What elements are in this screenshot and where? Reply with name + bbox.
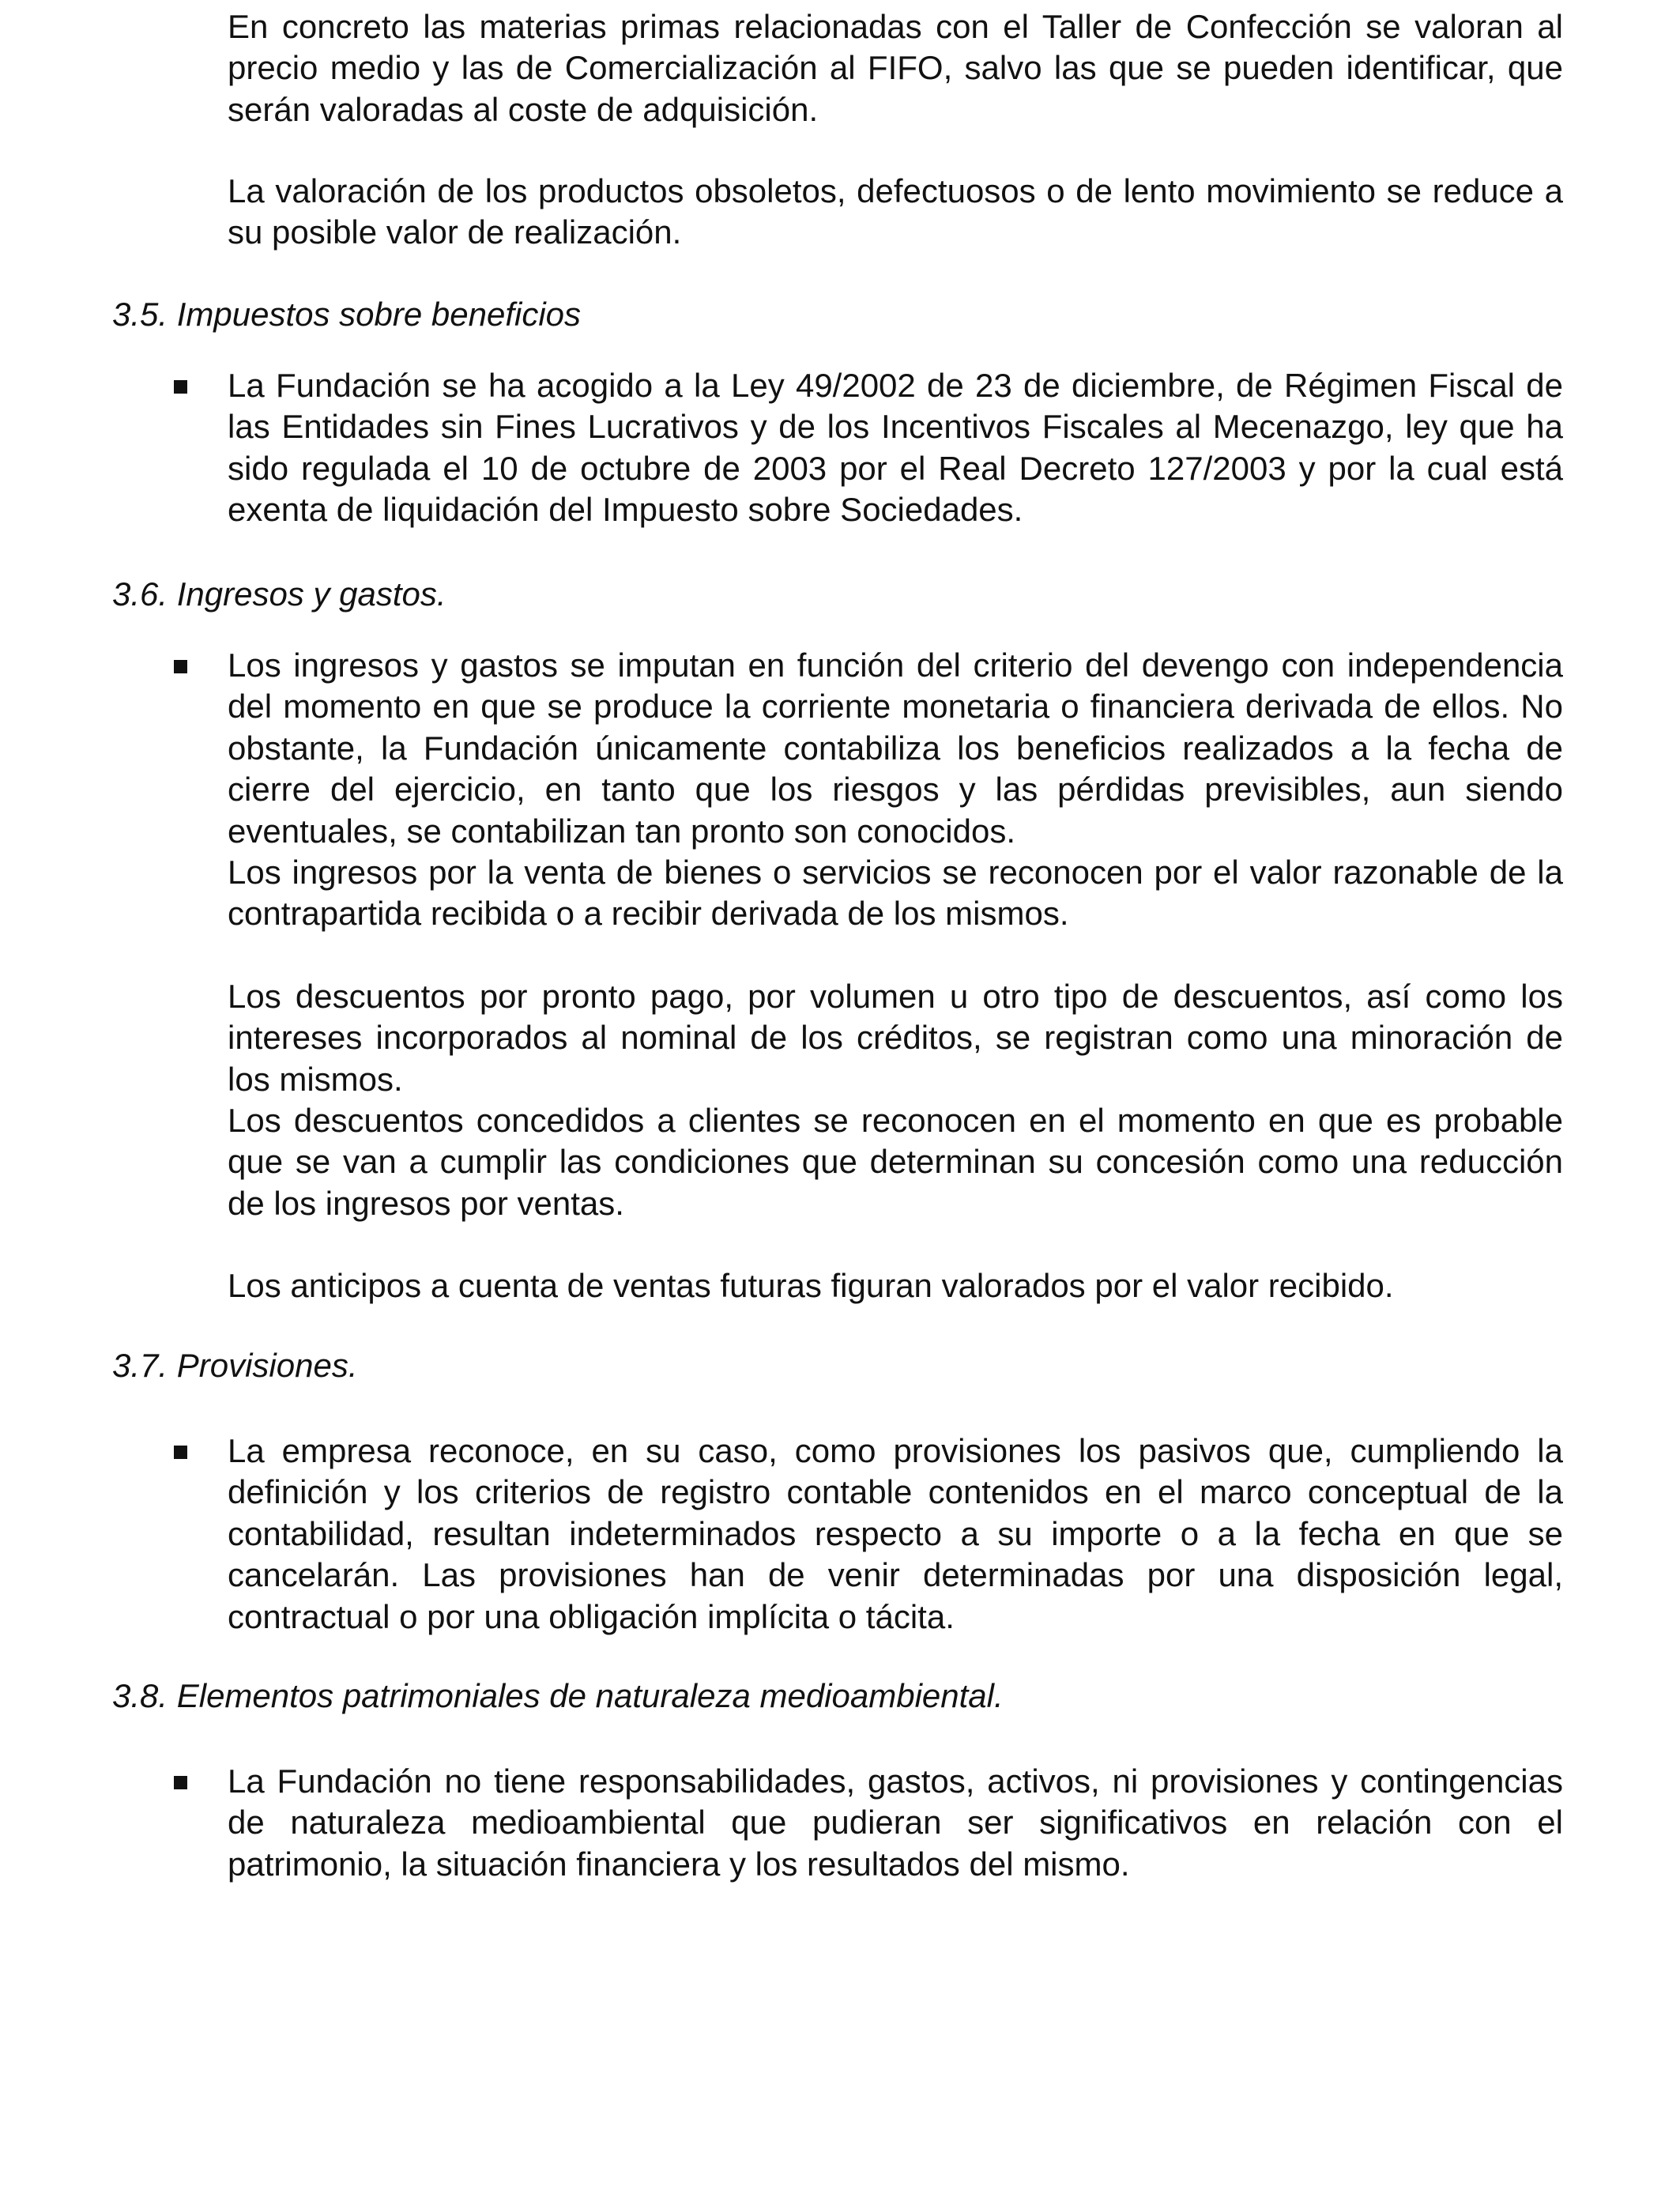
section-3-8-paragraph: La Fundación no tiene responsabilidades, gastos, activos, ni provisiones y contingencias de naturaleza medioambiental que pudieran ser significativos en relación con el patrimonio, la situación financiera y los resultados del mismo. bbox=[228, 1762, 1563, 1883]
bullet-icon bbox=[174, 1776, 187, 1789]
bullet-icon bbox=[174, 380, 187, 394]
section-heading-3-5: 3.5. Impuestos sobre beneficios bbox=[112, 296, 582, 333]
intro-paragraph-2: La valoración de los productos obsoletos, defectuosos o de lento movimiento se reduce a su posible valor de realización. bbox=[228, 172, 1563, 251]
section-3-6-paragraph-2: Los ingresos por la venta de bienes o servicios se reconocen por el valor razonable de la contrapartida recibida o a recibir derivada de los mismos. bbox=[228, 854, 1563, 933]
bullet-icon bbox=[174, 660, 187, 673]
section-3-6-paragraph-1: Los ingresos y gastos se imputan en función del criterio del devengo con independencia del momento en que se produce la corriente monetaria o financiera derivada de ellos. No obstante, la Fundación únicamente contabiliza los beneficios realizados a la fecha de cierre del ejercicio, en tanto que los riesgos y las pérdidas previsibles, aun siendo eventuales, se contabilizan tan pronto son conocidos. bbox=[228, 647, 1563, 850]
section-3-7-paragraph: La empresa reconoce, en su caso, como provisiones los pasivos que, cumpliendo la definición y los criterios de registro contable contenidos en el marco conceptual de la contabilidad, resultan indeterminados respecto a su importe o a la fecha en que se cancelarán. Las provisiones han de venir determinadas por una disposición legal, contractual o por una obligación implícita o tácita. bbox=[228, 1432, 1563, 1635]
bullet-icon bbox=[174, 1446, 187, 1459]
intro-paragraph-1: En concreto las materias primas relacionadas con el Taller de Confección se valoran al precio medio y las de Comercialización al FIFO, salvo las que se pueden identificar, que serán valoradas al coste de adquisición. bbox=[228, 8, 1563, 128]
section-3-6-body bbox=[228, 645, 1563, 1307]
section-3-6-paragraph-3: Los descuentos por pronto pago, por volumen u otro tipo de descuentos, así como los intereses incorporados al nominal de los créditos, se registran como una minoración de los mismos. bbox=[228, 977, 1563, 1098]
section-heading-3-8: 3.8. Elementos patrimoniales de naturaleza medioambiental. bbox=[112, 1677, 1004, 1714]
section-3-5-paragraph: La Fundación se ha acogido a la Ley 49/2002 de 23 de diciembre, de Régimen Fiscal de las Entidades sin Fines Lucrativos y de los Incentivos Fiscales al Mecenazgo, ley que ha sido regulada el 10 de octubre de 2003 por el Real Decreto 127/2003 y por la cual está exenta de liquidación del Impuesto sobre Sociedades. bbox=[228, 367, 1563, 529]
section-heading-3-6: 3.6. Ingresos y gastos. bbox=[112, 575, 446, 613]
section-heading-3-7: 3.7. Provisiones. bbox=[112, 1347, 358, 1384]
section-3-6-paragraph-4: Los descuentos concedidos a clientes se reconocen en el momento en que es probable que se van a cumplir las condiciones que determinan su concesión como una reducción de los ingresos por ventas. bbox=[228, 1102, 1563, 1222]
section-3-6-paragraph-5: Los anticipos a cuenta de ventas futuras figuran valorados por el valor recibido. bbox=[228, 1267, 1394, 1305]
